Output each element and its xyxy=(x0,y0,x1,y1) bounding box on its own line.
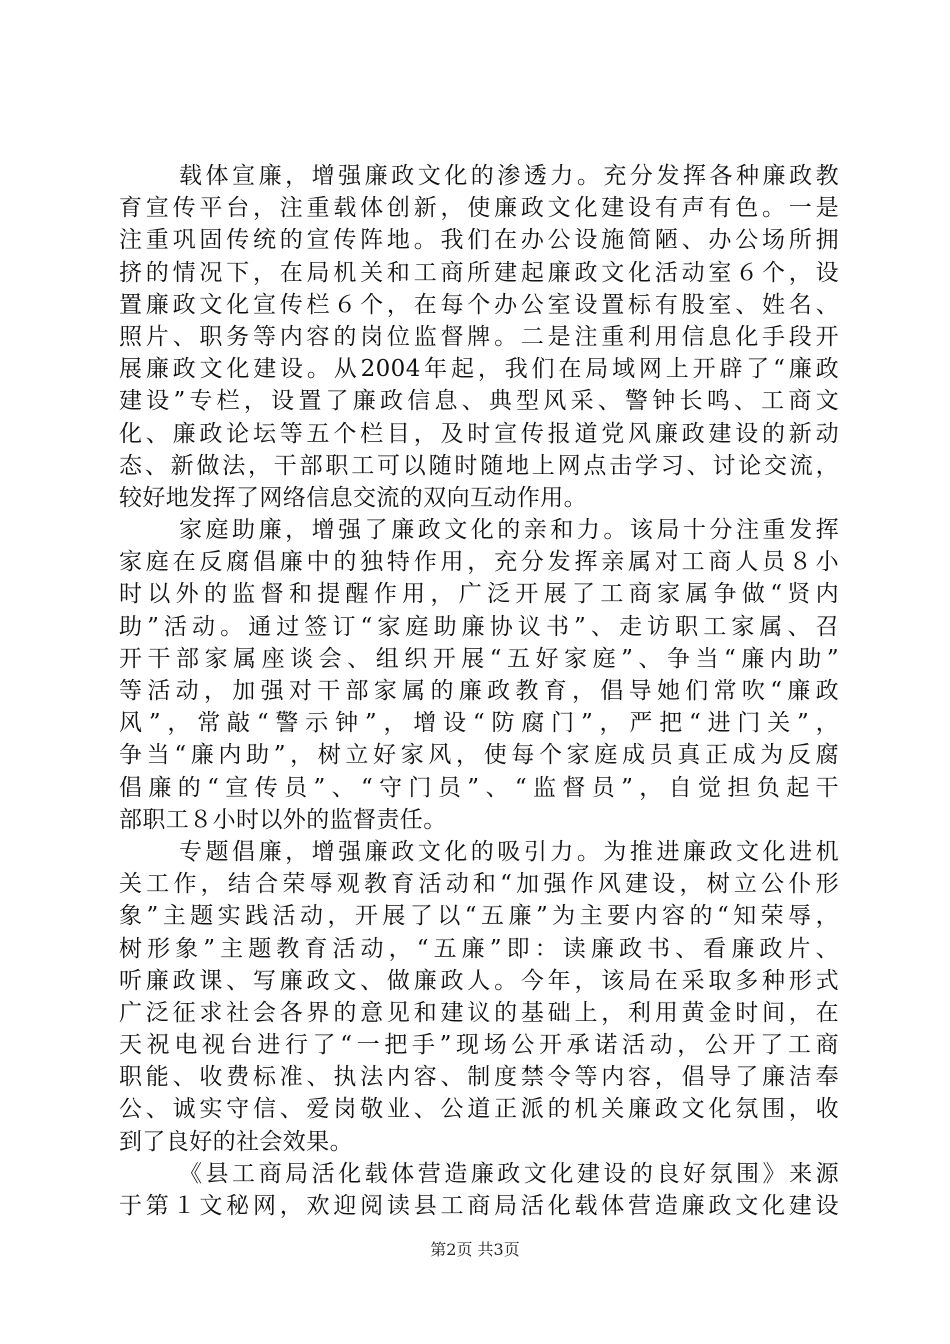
paragraph-line: 职能、收费标准、执法内容、制度禁令等内容，倡导了廉洁奉 xyxy=(119,1064,839,1091)
paragraph-line: 置廉政文化宣传栏６个，在每个办公室设置标有股室、姓名、 xyxy=(119,291,839,318)
paragraph-line: 展廉政文化建设。从2004年起，我们在局域网上开辟了“廉政 xyxy=(119,356,839,383)
document-body xyxy=(119,160,839,1222)
paragraph-line: 挤的情况下，在局机关和工商所建起廉政文化活动室６个，设 xyxy=(119,259,839,286)
paragraph-line: 开干部家属座谈会、组织开展“五好家庭”、争当“廉内助” xyxy=(119,645,839,672)
paragraph-line: 态、新做法，干部职工可以随时随地上网点击学习、讨论交流， xyxy=(119,452,839,479)
paragraph xyxy=(119,836,839,1158)
paragraph-line: 建设”专栏，设置了廉政信息、典型风采、警钟长鸣、工商文 xyxy=(119,388,839,415)
paragraph-line: 专题倡廉，增强廉政文化的吸引力。为推进廉政文化进机 xyxy=(179,838,839,865)
paragraph-line: 《县工商局活化载体营造廉政文化建设的良好氛围》来源 xyxy=(179,1160,839,1187)
paragraph-line: 天祝电视台进行了“一把手”现场公开承诺活动，公开了工商 xyxy=(119,1032,839,1059)
paragraph-line: 听廉政课、写廉政文、做廉政人。今年，该局在采取多种形式 xyxy=(119,967,839,994)
paragraph-line: 化、廉政论坛等五个栏目，及时宣传报道党风廉政建设的新动 xyxy=(119,420,839,447)
paragraph-line: 到了良好的社会效果。 xyxy=(119,1128,353,1155)
paragraph xyxy=(119,514,839,836)
paragraph-line: 较好地发挥了网络信息交流的双向互动作用。 xyxy=(119,484,587,511)
paragraph-line: 注重巩固传统的宣传阵地。我们在办公设施简陋、办公场所拥 xyxy=(119,227,839,254)
paragraph-line: 载体宣廉，增强廉政文化的渗透力。充分发挥各种廉政教 xyxy=(179,163,839,189)
paragraph-line: 照片、职务等内容的岗位监督牌。二是注重利用信息化手段开 xyxy=(119,323,839,350)
paragraph-line: 象”主题实践活动，开展了以“五廉”为主要内容的“知荣辱， xyxy=(119,903,839,930)
paragraph-line: 于第１文秘网，欢迎阅读县工商局活化载体营造廉政文化建设 xyxy=(119,1193,839,1219)
paragraph-line: 部职工８小时以外的监督责任。 xyxy=(119,806,447,833)
paragraph xyxy=(119,1158,839,1222)
paragraph-line: 育宣传平台，注重载体创新，使廉政文化建设有声有色。一是 xyxy=(119,195,839,222)
paragraph-line: 等活动，加强对干部家属的廉政教育，倡导她们常吹“廉政 xyxy=(119,678,839,704)
paragraph-line: 倡廉的“宣传员”、“守门员”、“监督员”，自觉担负起干 xyxy=(119,774,839,801)
paragraph-line: 争当“廉内助”，树立好家风，使每个家庭成员真正成为反腐 xyxy=(119,742,839,769)
paragraph-line: 家庭助廉，增强了廉政文化的亲和力。该局十分注重发挥 xyxy=(179,517,839,544)
paragraph-line: 时以外的监督和提醒作用，广泛开展了工商家属争做“贤内 xyxy=(119,581,839,608)
paragraph-line: 家庭在反腐倡廉中的独特作用，充分发挥亲属对工商人员８小 xyxy=(119,549,839,576)
paragraph-line: 树形象”主题教育活动，“五廉”即：读廉政书、看廉政片、 xyxy=(119,935,839,962)
paragraph-line: 广泛征求社会各界的意见和建议的基础上，利用黄金时间，在 xyxy=(119,999,839,1026)
paragraph xyxy=(119,160,839,514)
page-footer: 第2页 共3页 xyxy=(430,1240,520,1259)
paragraph-line: 风”，常敲“警示钟”，增设“防腐门”，严把“进门关”， xyxy=(119,710,839,737)
paragraph-line: 助”活动。通过签订“家庭助廉协议书”、走访职工家属、召 xyxy=(119,613,839,640)
paragraph-line: 关工作，结合荣辱观教育活动和“加强作风建设，树立公仆形 xyxy=(119,871,839,898)
paragraph-line: 公、诚实守信、爱岗敬业、公道正派的机关廉政文化氛围，收 xyxy=(119,1096,839,1123)
